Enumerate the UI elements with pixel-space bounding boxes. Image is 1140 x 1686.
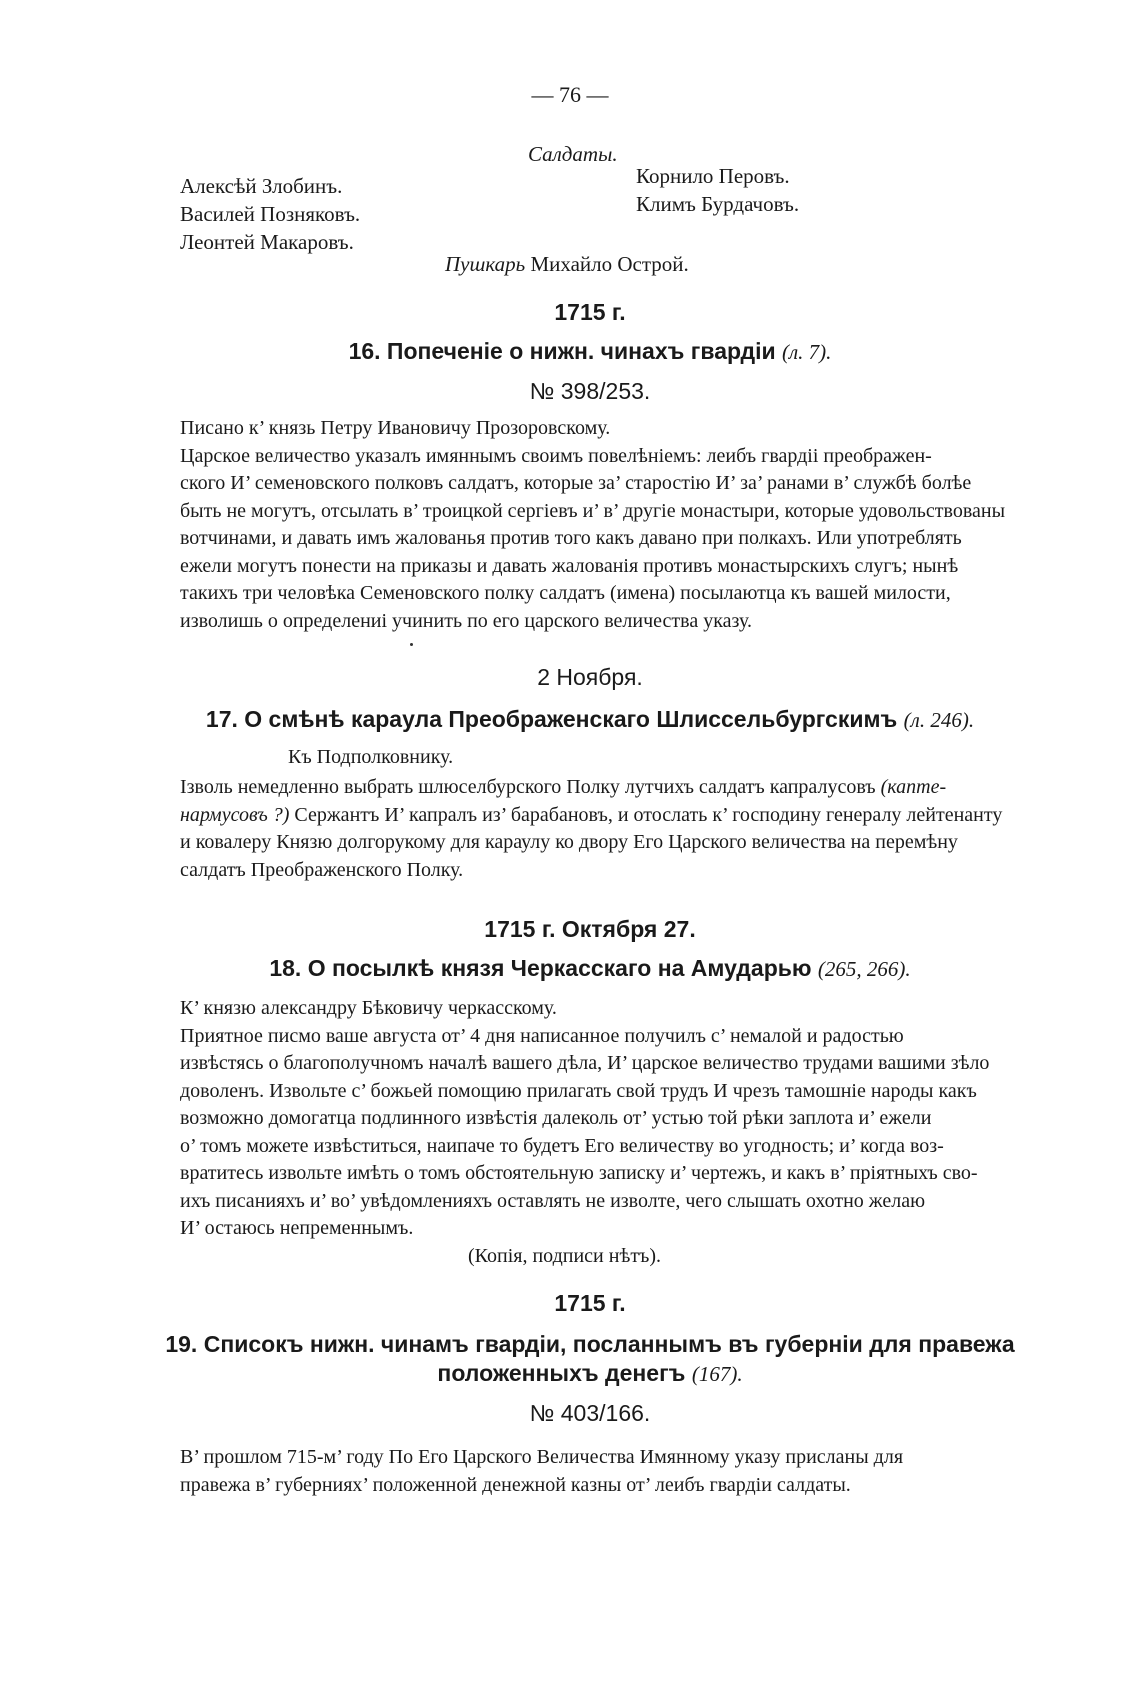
s19-title-text: положенныхъ денегъ [437,1360,686,1386]
text-line: и ковалеру Князю долгорукому для караулу ко двору Его Царского величества на перемѣну [180,831,958,853]
soldier-name: Василей Позняковъ. [180,202,361,226]
s17-ref: (л. 246). [903,708,975,732]
s17-date: 2 Ноября. [537,664,643,690]
text-line: ихъ писанияхъ и’ во’ увѣдомленияхъ оставлять не изволте, чего слышать охотно желаю [180,1189,926,1212]
text-line: изволишь о определениі учинить по его царского величества указу. [180,609,752,632]
text-line: о’ томъ можете извѣститься, наипаче то будетъ Его величеству во угодность; и’ когда воз- [180,1134,944,1157]
s19-body [180,1444,1030,1499]
text-span: Ізволь немедленно выбрать шлюселбурского Полку лутчихъ салдатъ капралусовъ [180,776,876,798]
text-line: ежели могутъ понести на приказы и давать жалованія противъ монастырскихъ слугъ; нынѣ [180,554,959,577]
soldiers-heading: Салдаты. [528,142,618,166]
text-line: вратитесь извольте имѣть о томъ обстоятельную записку и’ чертежъ, и какъ в’ пріятныхъ сво- [180,1162,978,1184]
text-line: Писано к’ князь Петру Ивановичу Прозоровскому. [180,417,611,439]
text-line: Приятное писмо ваше августа от’ 4 дня написанное получилъ с’ немалой и радостью [180,1024,904,1047]
text-line: правежа в’ губерниях’ положенной денежной казны от’ леибъ гвардіи салдаты. [180,1473,851,1496]
s18-note: (Копія, подписи нѣтъ). [468,1245,662,1267]
s18-body [180,995,1030,1243]
text-span: нармусовъ ?) [180,803,290,826]
text-line: В’ прошлом 715-м’ году По Его Царского Величества Имянному указу присланы для [180,1446,904,1468]
s18-ref: (265, 266). [817,957,911,981]
text-line: И’ остаюсь непременнымъ. [180,1217,414,1239]
soldier-name: Алексѣй Злобинъ. [180,174,343,198]
s18-title [150,955,1030,982]
text-line [180,774,1030,802]
text-span: (капте- [880,776,947,798]
s19-title-line1: 19. Списокъ нижн. чинамъ гвардіи, посланнымъ въ губерніи для правежа [165,1331,1015,1357]
text-line: К’ князю александру Бѣковичу черкасскому. [180,997,557,1019]
s16-body [180,415,1030,635]
s19-title-line2 [150,1360,1030,1387]
text-line: вотчинами, и давать имъ жалованья против того какъ давано при полкахъ. Или употреблять [180,527,962,549]
s16-year: 1715 г. [554,299,626,325]
text-line: салдатъ Преображенского Полку. [180,858,464,881]
soldier-name: Корнило Перовъ. [636,164,790,188]
text-line: возможно домогатца подлинного извѣстія далеколь от’ устью той рѣки заплота и’ ежели [180,1107,932,1129]
s18-title-text: 18. О посылкѣ князя Черкасскаго на Амударью [269,955,812,981]
text-line: извѣстясь о благополучномъ началѣ вашего дѣла, И’ царское величество трудами вашими зѣло [180,1052,990,1074]
soldiers-left-list [180,172,360,256]
soldier-name: Климъ Бурдачовъ. [636,192,800,216]
text-line: доволенъ. Извольте с’ божьей помощию прилагать свой трудъ И чрезъ тамошніе народы какъ [180,1079,977,1102]
s16-ref: (л. 7). [782,340,832,364]
s19-number: № 403/166. [529,1400,651,1426]
text-line: Царское величество указалъ имяннымъ своимъ повелѣніемъ: леибъ гвардіі преображен- [180,444,932,467]
s19-year: 1715 г. [554,1290,626,1316]
gunner-line [445,252,689,277]
ink-speck [410,643,413,646]
s17-title-text: 17. О смѣнѣ караула Преображенскаго Шлиссельбургскимъ [205,706,898,732]
gunner-name: Михайло Острой. [530,252,689,276]
soldiers-right-list [636,162,799,218]
s16-number: № 398/253. [529,378,651,404]
s17-addressee: Къ Подполковнику. [288,746,454,768]
soldier-name: Леонтей Макаровъ. [180,230,354,254]
page-number: — 76 — [531,82,609,107]
text-span: Сержантъ И’ капралъ из’ барабановъ, и отослать к’ господину генералу лейтенанту [294,803,1003,826]
s19-ref: (167). [691,1362,743,1386]
text-line: быть не могутъ, отсылать в’ троицкой сергіевъ и’ в’ другіе монастыри, которые удовольствованы [180,499,1006,522]
text-line [180,802,1030,830]
gunner-label: Пушкарь [445,252,526,276]
s16-title-text: 16. Попеченіе о нижн. чинахъ гвардіи [348,338,776,364]
text-line: ского И’ семеновского полковъ салдатъ, которые за’ старостію И’ за’ ранами в’ службѣ болѣе [180,472,972,494]
s18-date: 1715 г. Октября 27. [484,916,696,942]
s16-title [150,338,1030,365]
s17-title [150,706,1030,733]
s17-body [180,774,1030,884]
text-line: такихъ три человѣка Семеновского полку салдатъ (имена) посылаютца къ вашей милости, [180,582,951,604]
